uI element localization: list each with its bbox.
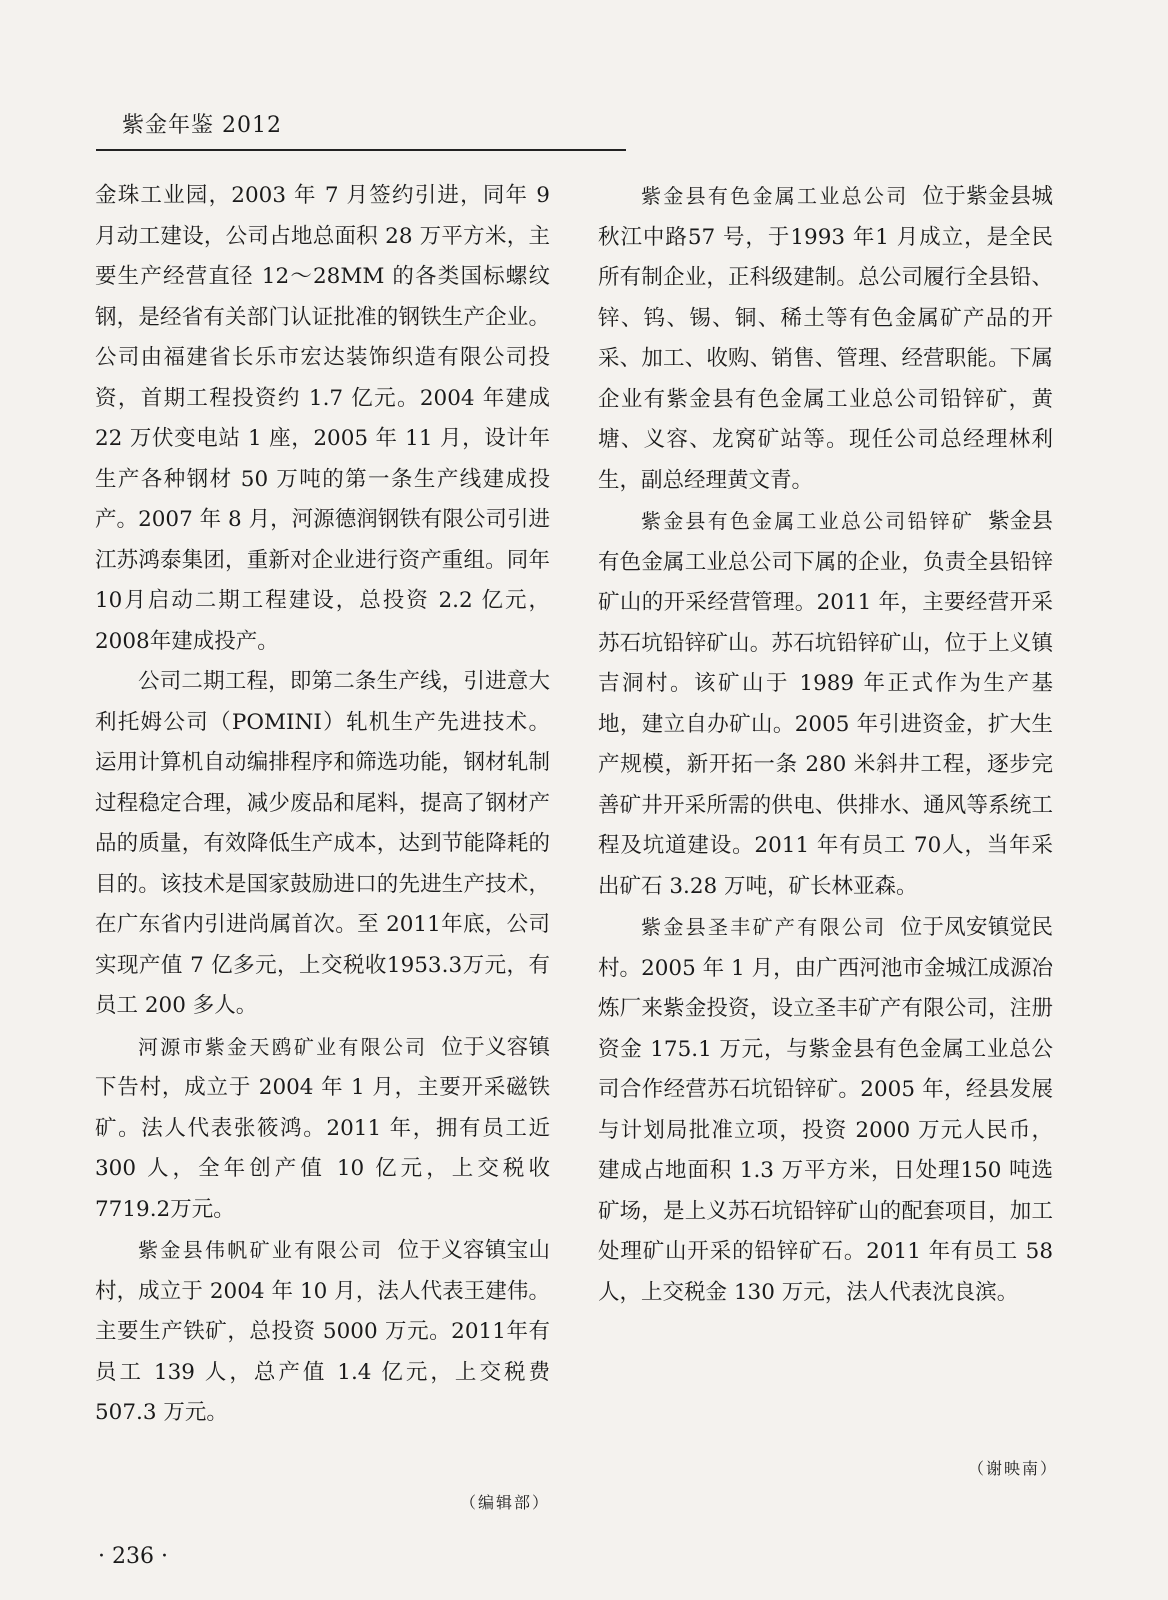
entry-name: 紫金县有色金属工业总公司铅锌矿	[641, 509, 975, 533]
entry-text: 位于义容镇下告村，成立于 2004 年 1 月，主要开采磁铁矿。法人代表张筱鸿。2011 年，拥有员工近300 人，全年创产值 10 亿元，上交税收 7719.2万元。	[95, 1034, 550, 1222]
entry-paragraph	[95, 1027, 550, 1231]
byline-author: （谢映南）	[968, 1459, 1059, 1478]
entry-text: 位于凤安镇觉民村。2005 年 1 月，由广西河池市金城江成源冶炼厂来紫金投资，设立圣丰矿产有限公司，注册资金 175.1 万元，与紫金县有色金属工业总公司合作经营苏石坑铅锌矿。2005 年，经县发展与计划局批准立项，投资 2000 万元人民币，建成占地面积 1.3 万平方米，日处理150 吨选矿场，是上义苏石坑铅锌矿山的配套项目，加工处理矿山开采的铅锌矿石。2011 年有员工 58 人，上交税金 130 万元，法人代表沈良滨。	[598, 915, 1053, 1305]
paragraph: 金珠工业园，2003 年 7 月签约引进，同年 9 月动工建设，公司占地总面积 28 万平方米，主要生产经营直径 12～28MM 的各类国标螺纹钢，是经省有关部门认证批准的钢铁生产企业。公司由福建省长乐市宏达装饰织造有限公司投资，首期工程投资约 1.7 亿元。2004 年建成22 万伏变电站 1 座，2005 年 11 月，设计年生产各种钢材 50 万吨的第一条生产线建成投产。2007 年 8 月，河源德润钢铁有限公司引进江苏鸿泰集团，重新对企业进行资产重组。同年 10月启动二期工程建设，总投资 2.2 亿元，2008年建成投产。	[95, 183, 550, 654]
entry-paragraph	[598, 907, 1053, 1313]
header-rule	[96, 149, 626, 151]
entry-text: 位于义容镇宝山村，成立于 2004 年 10 月，法人代表王建伟。主要生产铁矿，总投资 5000 万元。2011年有员工 139 人，总产值 1.4 亿元，上交税费507.3 万元。	[95, 1238, 550, 1425]
page-number: · 236 ·	[98, 1544, 168, 1569]
entry-paragraph	[598, 176, 1053, 501]
entry-name: 紫金县有色金属工业总公司	[641, 184, 909, 208]
entry-paragraph	[95, 1230, 550, 1434]
entry-text: 位于紫金县城秋江中路57 号，于1993 年1 月成立，是全民所有制企业，正科级建制。总公司履行全县铅、锌、钨、锡、铜、稀土等有色金属矿产品的开采、加工、收购、销售、管理、经营职能。下属企业有紫金县有色金属工业总公司铅锌矿，黄塘、义容、龙窝矿站等。现任公司总经理林利生，副总经理黄文青。	[598, 184, 1053, 493]
byline-editorial: （编辑部）	[460, 1493, 551, 1512]
entry-paragraph	[598, 501, 1053, 907]
entry-text: 紫金县有色金属工业总公司下属的企业，负责全县铅锌矿山的开采经营管理。2011 年，主要经营开采苏石坑铅锌矿山。苏石坑铅锌矿山，位于上义镇吉洞村。该矿山于 1989 年正式作为生产基地，建立自办矿山。2005 年引进资金，扩大生产规模，新开拓一条 280 米斜井工程，逐步完善矿井开采所需的供电、供排水、通风等系统工程及坑道建设。2011 年有员工 70人，当年采出矿石 3.28 万吨，矿长林亚森。	[598, 509, 1053, 899]
right-column	[598, 176, 1053, 1313]
running-head: 紫金年鉴 2012	[122, 113, 282, 138]
entry-name: 紫金县伟帆矿业有限公司	[138, 1238, 384, 1262]
entry-name: 紫金县圣丰矿产有限公司	[641, 915, 887, 939]
paragraph: 公司二期工程，即第二条生产线，引进意大利托姆公司（POMINI）轧机生产先进技术。运用计算机自动编排程序和筛选功能，钢材轧制过程稳定合理，减少废品和尾料，提高了钢材产品的质量，有效降低生产成本，达到节能降耗的目的。该技术是国家鼓励进口的先进生产技术，在广东省内引进尚属首次。至 2011年底，公司实现产值 7 亿多元，上交税收1953.3万元，有员工 200 多人。	[95, 669, 550, 1018]
left-column	[95, 176, 550, 1434]
entry-name: 河源市紫金天鸥矿业有限公司	[138, 1034, 428, 1059]
